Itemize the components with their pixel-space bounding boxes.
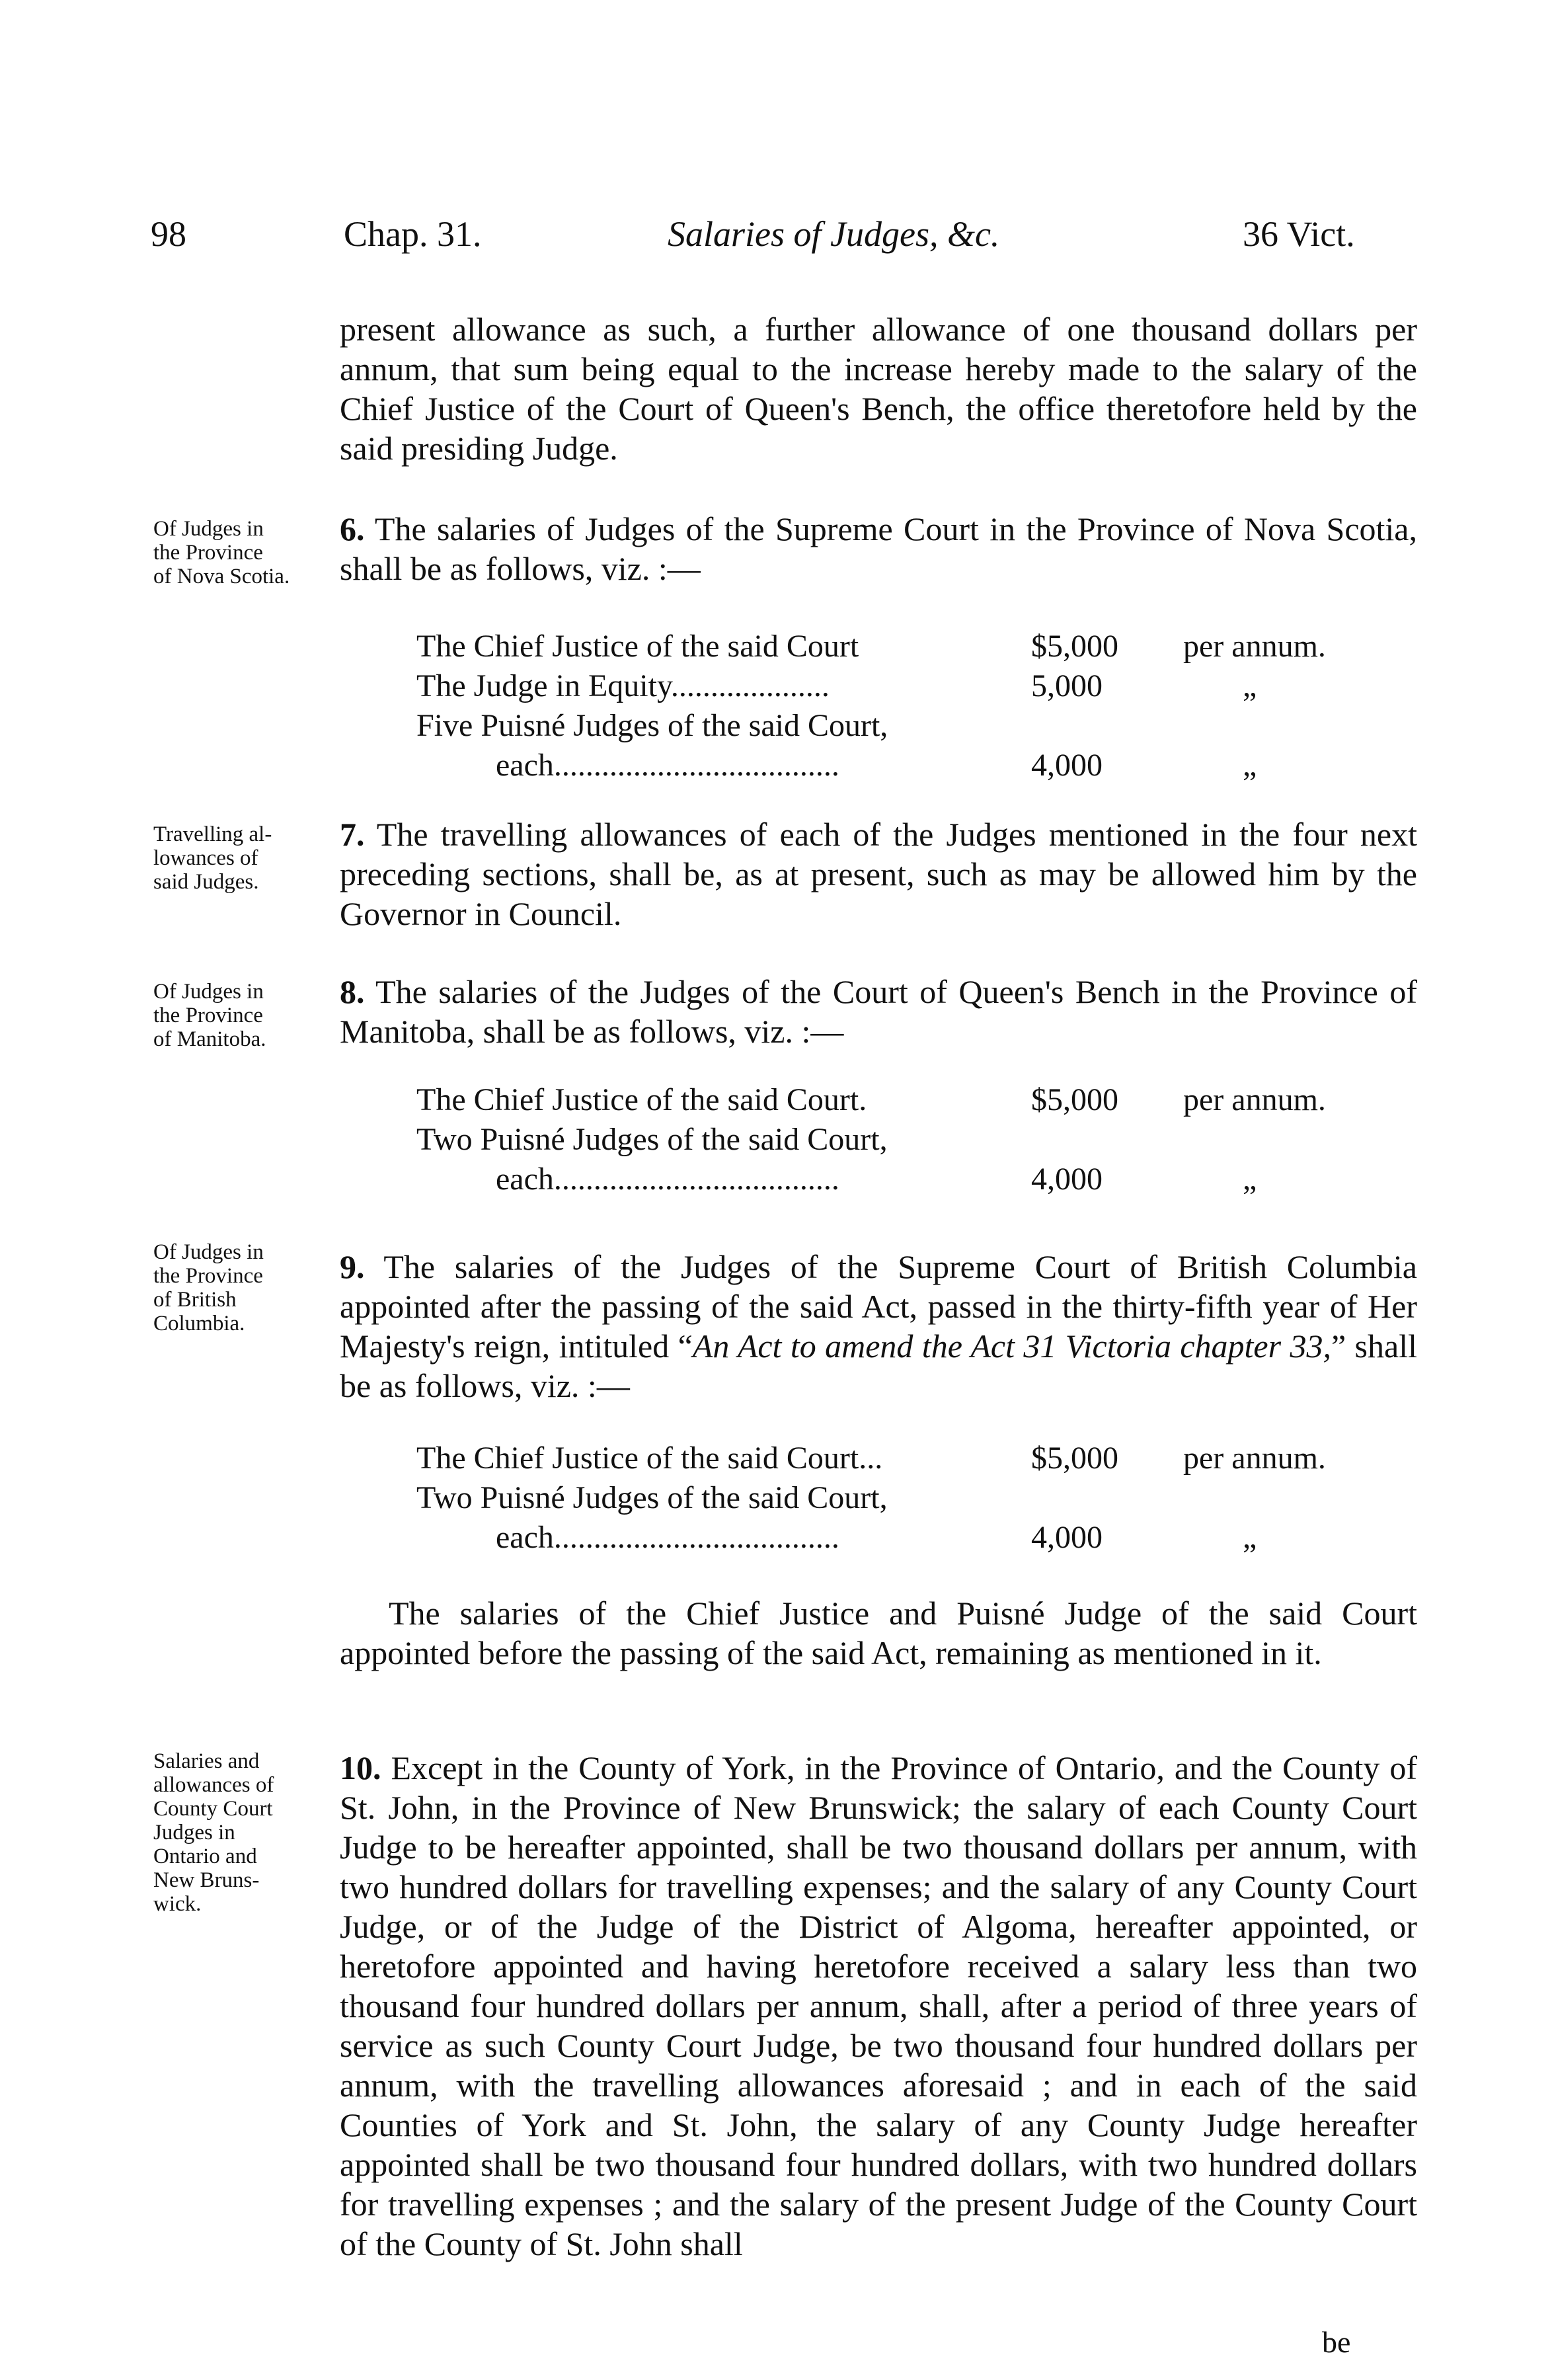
- section-7: [340, 814, 1417, 933]
- act-title: An Act to amend the Act 31 Victoria chapter 33,: [692, 1328, 1331, 1365]
- regnal-year: 36 Vict.: [1243, 214, 1355, 254]
- row-label: Two Puisné Judges of the said Court,: [416, 1480, 888, 1515]
- section-number: 8.: [340, 973, 365, 1010]
- margin-note-line: the Province: [153, 1004, 263, 1027]
- margin-note-line: Of Judges in: [153, 980, 264, 1004]
- row-label: each....................................: [496, 1520, 839, 1555]
- running-title: Salaries of Judges, &c.: [668, 214, 1000, 254]
- margin-note-line: Of Judges in: [153, 1240, 264, 1264]
- section-text: The travelling allowances of each of the Judges mentioned in the four next preceding sections, shall be, as at present, such as may be allowed him by the Governor in Council.: [340, 816, 1417, 932]
- margin-note-line: of Nova Scotia.: [153, 565, 290, 588]
- section-9-note: The salaries of the Chief Justice and Puisné Judge of the said Court appointed before the passing of the said Act, remaining as mentioned in it.: [340, 1595, 1417, 1671]
- ditto-mark: „: [1243, 1520, 1257, 1555]
- section-text: The salaries of the Judges of the Court of Queen's Bench in the Province of Manitoba, shall be as follows, viz. :—: [340, 973, 1417, 1050]
- margin-note-line: the Province: [153, 541, 263, 565]
- margin-note-line: Travelling al-: [153, 822, 272, 846]
- row-unit: per annum.: [1183, 1441, 1326, 1476]
- intro-paragraph: present allowance as such, a further allowance of one thousand dollars per annum, that sum being equal to the increase hereby made to the salary of the Chief Justice of the Court of Queen's Bench, the office theretofore held by the said presiding Judge.: [340, 311, 1417, 467]
- ditto-mark: „: [1243, 748, 1257, 783]
- section-number: 7.: [340, 816, 365, 853]
- section-number: 10.: [340, 1749, 381, 1786]
- section-10: [340, 1748, 1417, 2264]
- margin-note-line: County Court: [153, 1797, 273, 1821]
- section-number: 6.: [340, 510, 365, 547]
- margin-note-nova-scotia: [153, 517, 332, 588]
- row-amount: 5,000: [1031, 668, 1103, 703]
- margin-note-line: said Judges.: [153, 870, 259, 894]
- chapter-heading: Chap. 31.: [344, 214, 482, 254]
- margin-note-county-court: [153, 1749, 332, 1916]
- section-8: [340, 972, 1417, 1051]
- section-6: [340, 509, 1417, 588]
- row-label: Five Puisné Judges of the said Court,: [416, 708, 888, 743]
- margin-note-line: Of Judges in: [153, 517, 264, 541]
- row-label: each....................................: [496, 748, 839, 783]
- section-text: The salaries of the Judges of the Supreme Court of British Columbia appointed after the passing of the said Act, passed in the thirty-fifth year of Her Majesty's reign, intituled “: [340, 1248, 1417, 1365]
- row-unit: per annum.: [1183, 1082, 1326, 1117]
- margin-note-line: Salaries and: [153, 1749, 260, 1773]
- section-text: ” shall be as follows, viz. :—: [340, 1328, 1417, 1404]
- row-amount: $5,000: [1031, 1441, 1118, 1476]
- margin-note-line: New Bruns-: [153, 1868, 260, 1892]
- row-amount: 4,000: [1031, 1162, 1103, 1197]
- section-number: 9.: [340, 1248, 365, 1285]
- row-label: The Chief Justice of the said Court: [416, 629, 859, 664]
- row-label: each....................................: [496, 1162, 839, 1197]
- ditto-mark: „: [1243, 668, 1257, 703]
- page-number: 98: [151, 214, 186, 254]
- row-amount: $5,000: [1031, 1082, 1118, 1117]
- margin-note-line: of Manitoba.: [153, 1027, 266, 1051]
- margin-note-line: of British: [153, 1288, 237, 1312]
- section-text: Except in the County of York, in the Province of Ontario, and the County of St. John, in the Province of New Brunswick; the salary of each County Court Judge to be hereafter appointed, shall be two thousand dollars per annum, with two hundred dollars for travelling expenses; and the salary of any County Court Judge, or of the Judge of the District of Algoma, hereafter appointed, or heretofore appointed and having heretofore received a salary less than two thousand four hundred dollars per annum, shall, after a period of three years of service as such County Court Judge, be two thousand four hundred dollars per annum, with the travelling allowances aforesaid ; and in each of the said Counties of York and St. John, the salary of any County Judge hereafter appointed shall be two thousand four hundred dollars, with two hundred dollars for travelling expenses ; and the salary of the present Judge of the County Court of the County of St. John shall: [340, 1749, 1417, 2262]
- row-label: Two Puisné Judges of the said Court,: [416, 1122, 888, 1157]
- ditto-mark: „: [1243, 1162, 1257, 1197]
- margin-note-line: Ontario and: [153, 1844, 257, 1868]
- row-label: The Chief Justice of the said Court...: [416, 1441, 883, 1476]
- section-9: [340, 1247, 1417, 1406]
- section-text: The salaries of Judges of the Supreme Court in the Province of Nova Scotia, shall be as follows, viz. :—: [340, 510, 1417, 587]
- catchword: be: [1322, 2325, 1351, 2359]
- margin-note-line: Judges in: [153, 1821, 235, 1844]
- margin-note-manitoba: [153, 980, 332, 1051]
- margin-note-line: lowances of: [153, 846, 258, 870]
- row-label: The Judge in Equity....................: [416, 668, 830, 703]
- row-label: The Chief Justice of the said Court.: [416, 1082, 867, 1117]
- margin-note-british-columbia: [153, 1240, 332, 1335]
- row-amount: 4,000: [1031, 748, 1103, 783]
- row-amount: 4,000: [1031, 1520, 1103, 1555]
- margin-note-line: Columbia.: [153, 1312, 245, 1335]
- margin-note-line: allowances of: [153, 1773, 274, 1797]
- margin-note-line: the Province: [153, 1264, 263, 1288]
- row-amount: $5,000: [1031, 629, 1118, 664]
- row-unit: per annum.: [1183, 629, 1326, 664]
- margin-note-travelling: [153, 822, 332, 894]
- margin-note-line: wick.: [153, 1892, 202, 1916]
